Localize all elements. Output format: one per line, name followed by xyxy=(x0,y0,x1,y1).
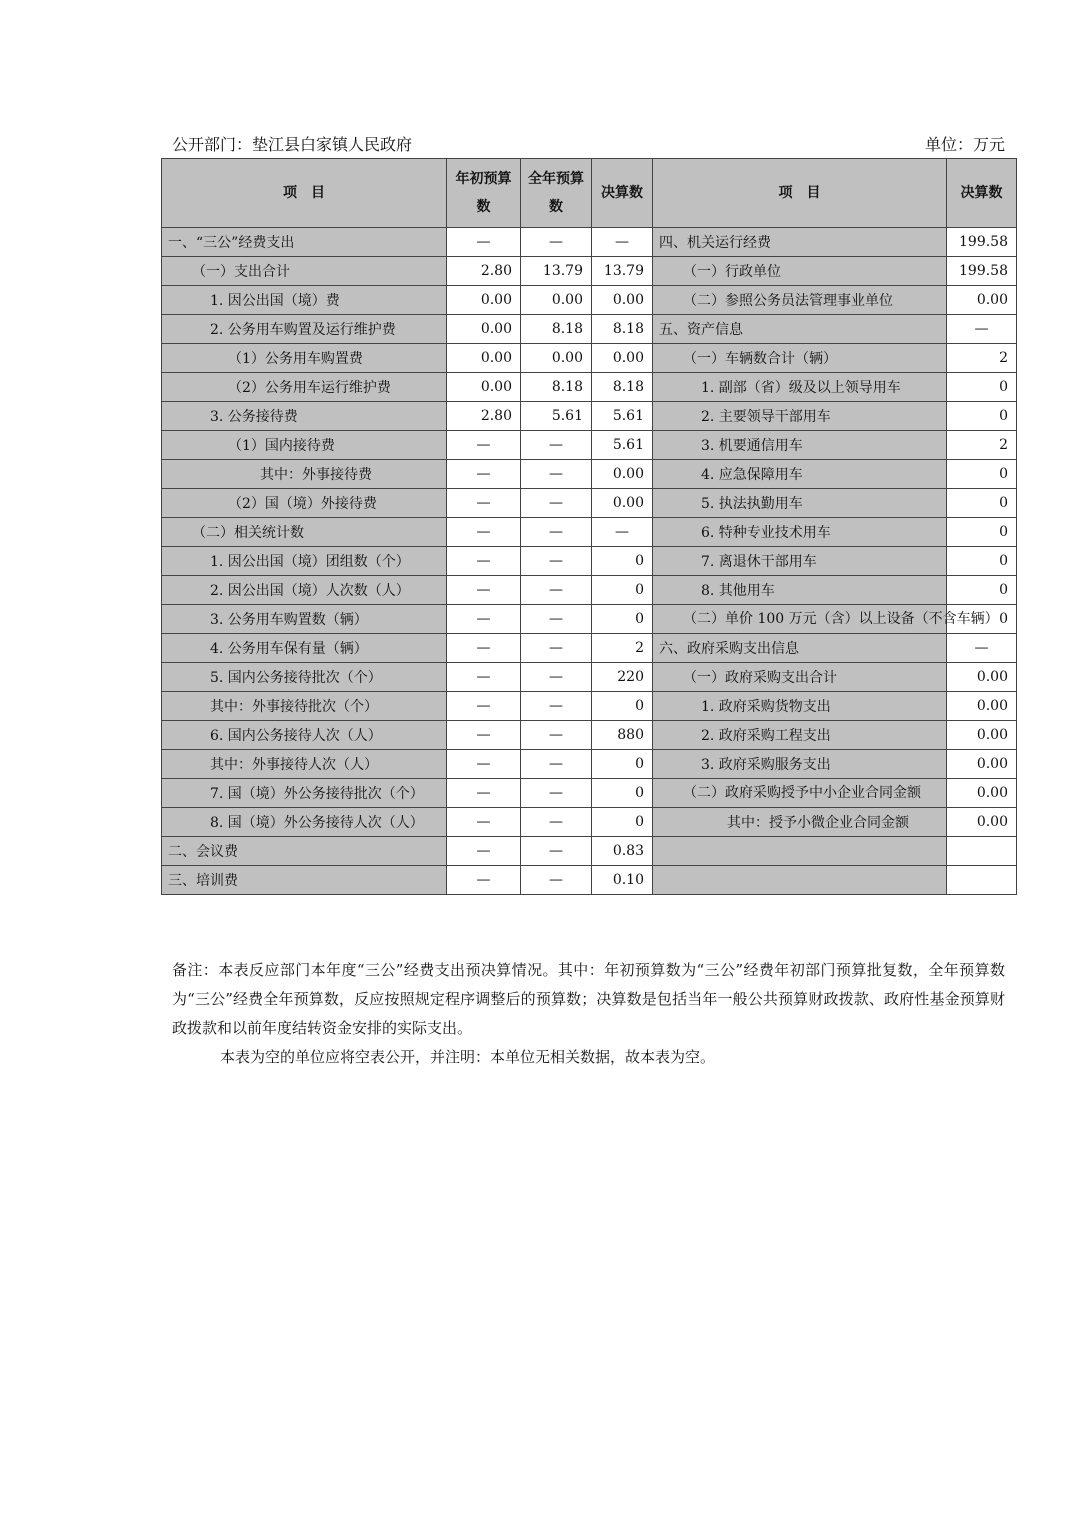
column-header-final-right: 决算数 xyxy=(947,159,1017,228)
final-right-cell xyxy=(947,866,1017,895)
budget-initial-cell: — xyxy=(447,431,521,460)
note-paragraph: 备注：本表反应部门本年度“三公”经费支出预决算情况。其中：年初预算数为“三公”经费年初部门预算批复数，全年预算数为“三公”经费全年预算数，反应按照规定程序调整后的预算数；决算数是包括当年一般公共预算财政拨款、政府性基金预算财政拨款和以前年度结转资金安排的实际支出。 xyxy=(172,961,1005,1037)
table-row xyxy=(162,837,1017,866)
budget-full-cell: 0.00 xyxy=(521,344,592,373)
budget-initial-cell: — xyxy=(447,460,521,489)
budget-full-cell: 13.79 xyxy=(521,257,592,286)
table-row xyxy=(162,866,1017,895)
final-right-cell: 199.58 xyxy=(947,257,1017,286)
row-item-right-label: （一）政府采购支出合计 xyxy=(653,663,947,692)
budget-initial-cell: — xyxy=(447,605,521,634)
final-cell: 13.79 xyxy=(592,257,653,286)
row-item-right-label: （一）行政单位 xyxy=(653,257,947,286)
budget-initial-cell: — xyxy=(447,518,521,547)
budget-full-cell: — xyxy=(521,460,592,489)
final-right-cell: 0.00 xyxy=(947,692,1017,721)
column-header-budget-full: 全年预算数 xyxy=(521,159,592,228)
row-item-right-label: 8. 其他用车 xyxy=(653,576,947,605)
row-item-right-label: 7. 离退休干部用车 xyxy=(653,547,947,576)
budget-initial-cell: — xyxy=(447,837,521,866)
table-row xyxy=(162,518,1017,547)
table-row xyxy=(162,605,1017,634)
budget-full-cell: — xyxy=(521,750,592,779)
table-header-row xyxy=(162,159,1017,228)
row-item-label: 一、“三公”经费支出 xyxy=(162,228,447,257)
row-item-right-label: 五、资产信息 xyxy=(653,315,947,344)
final-cell: 0 xyxy=(592,750,653,779)
row-item-label: 4. 公务用车保有量（辆） xyxy=(162,634,447,663)
budget-full-cell: — xyxy=(521,489,592,518)
budget-full-cell: — xyxy=(521,634,592,663)
final-right-cell xyxy=(947,837,1017,866)
report-header xyxy=(172,132,1005,156)
budget-initial-cell: — xyxy=(447,634,521,663)
table-row xyxy=(162,228,1017,257)
final-right-cell: 0 xyxy=(947,605,1017,634)
row-item-label: 三、培训费 xyxy=(162,866,447,895)
column-header-final: 决算数 xyxy=(592,159,653,228)
final-right-cell: 199.58 xyxy=(947,228,1017,257)
final-right-cell: 0.00 xyxy=(947,663,1017,692)
table-row xyxy=(162,576,1017,605)
final-cell: 0 xyxy=(592,576,653,605)
final-cell: 0.10 xyxy=(592,866,653,895)
budget-initial-cell: — xyxy=(447,228,521,257)
final-right-cell: 2 xyxy=(947,431,1017,460)
table-row xyxy=(162,634,1017,663)
notes xyxy=(172,956,1005,1072)
budget-full-cell: — xyxy=(521,866,592,895)
row-item-right-label: 四、机关运行经费 xyxy=(653,228,947,257)
table-row xyxy=(162,431,1017,460)
table-row xyxy=(162,315,1017,344)
final-right-cell: — xyxy=(947,634,1017,663)
row-item-right-label: 1. 政府采购货物支出 xyxy=(653,692,947,721)
row-item-right-label: （二）单价 100 万元（含）以上设备（不含车辆） xyxy=(653,605,947,634)
budget-initial-cell: — xyxy=(447,663,521,692)
row-item-right-label: 3. 政府采购服务支出 xyxy=(653,750,947,779)
row-item-label: 其中：外事接待人次（人） xyxy=(162,750,447,779)
row-item-label: （2）公务用车运行维护费 xyxy=(162,373,447,402)
row-item-label: （1）公务用车购置费 xyxy=(162,344,447,373)
row-item-right-label: （二）参照公务员法管理事业单位 xyxy=(653,286,947,315)
column-header-item-right: 项 目 xyxy=(653,159,947,228)
final-right-cell: 0.00 xyxy=(947,750,1017,779)
table-row xyxy=(162,808,1017,837)
row-item-right-label: 2. 主要领导干部用车 xyxy=(653,402,947,431)
final-right-cell: — xyxy=(947,315,1017,344)
budget-full-cell: 8.18 xyxy=(521,373,592,402)
budget-full-cell: — xyxy=(521,518,592,547)
row-item-label: 其中：外事接待批次（个） xyxy=(162,692,447,721)
budget-full-cell: 5.61 xyxy=(521,402,592,431)
final-cell: 0.00 xyxy=(592,344,653,373)
budget-full-cell: — xyxy=(521,721,592,750)
row-item-right-label xyxy=(653,837,947,866)
row-item-label: （2）国（境）外接待费 xyxy=(162,489,447,518)
budget-full-cell: — xyxy=(521,663,592,692)
final-right-cell: 0 xyxy=(947,460,1017,489)
final-cell: — xyxy=(592,518,653,547)
three-public-expenses-table xyxy=(161,158,1017,895)
budget-initial-cell: — xyxy=(447,808,521,837)
table-row xyxy=(162,547,1017,576)
budget-full-cell: — xyxy=(521,779,592,808)
unit-label: 单位：万元 xyxy=(924,135,1005,154)
final-cell: 0 xyxy=(592,605,653,634)
row-item-right-label: 5. 执法执勤用车 xyxy=(653,489,947,518)
row-item-right-label: 其中：授予小微企业合同金额 xyxy=(653,808,947,837)
budget-initial-cell: — xyxy=(447,489,521,518)
budget-full-cell: 8.18 xyxy=(521,315,592,344)
final-cell: 0.83 xyxy=(592,837,653,866)
final-cell: 0 xyxy=(592,779,653,808)
budget-initial-cell: — xyxy=(447,721,521,750)
final-right-cell: 0 xyxy=(947,518,1017,547)
row-item-right-label xyxy=(653,866,947,895)
table-row xyxy=(162,692,1017,721)
budget-full-cell: — xyxy=(521,431,592,460)
table-row xyxy=(162,257,1017,286)
budget-full-cell: — xyxy=(521,547,592,576)
budget-initial-cell: 2.80 xyxy=(447,402,521,431)
row-item-label: （1）国内接待费 xyxy=(162,431,447,460)
final-cell: 2 xyxy=(592,634,653,663)
budget-full-cell: 0.00 xyxy=(521,286,592,315)
budget-initial-cell: — xyxy=(447,866,521,895)
budget-initial-cell: — xyxy=(447,547,521,576)
row-item-label: 7. 国（境）外公务接待批次（个） xyxy=(162,779,447,808)
final-right-cell: 0 xyxy=(947,373,1017,402)
table-row xyxy=(162,750,1017,779)
final-cell: 0.00 xyxy=(592,460,653,489)
row-item-label: （一）支出合计 xyxy=(162,257,447,286)
budget-initial-cell: 0.00 xyxy=(447,286,521,315)
final-right-cell: 0 xyxy=(947,547,1017,576)
row-item-right-label: 2. 政府采购工程支出 xyxy=(653,721,947,750)
budget-initial-cell: — xyxy=(447,692,521,721)
row-item-right-label: 3. 机要通信用车 xyxy=(653,431,947,460)
row-item-label: 其中：外事接待费 xyxy=(162,460,447,489)
table-row xyxy=(162,460,1017,489)
final-right-cell: 0 xyxy=(947,576,1017,605)
budget-full-cell: — xyxy=(521,576,592,605)
final-cell: 220 xyxy=(592,663,653,692)
budget-full-cell: — xyxy=(521,605,592,634)
budget-full-cell: — xyxy=(521,808,592,837)
budget-full-cell: — xyxy=(521,228,592,257)
budget-initial-cell: — xyxy=(447,576,521,605)
row-item-label: 3. 公务接待费 xyxy=(162,402,447,431)
table-row xyxy=(162,721,1017,750)
department-label: 公开部门：垫江县白家镇人民政府 xyxy=(172,135,413,154)
budget-full-cell: — xyxy=(521,837,592,866)
final-cell: 0 xyxy=(592,692,653,721)
budget-initial-cell: — xyxy=(447,779,521,808)
row-item-label: 1. 因公出国（境）团组数（个） xyxy=(162,547,447,576)
budget-initial-cell: 0.00 xyxy=(447,315,521,344)
row-item-right-label: 1. 副部（省）级及以上领导用车 xyxy=(653,373,947,402)
table-row xyxy=(162,344,1017,373)
table-row xyxy=(162,402,1017,431)
table-row xyxy=(162,779,1017,808)
final-right-cell: 0.00 xyxy=(947,721,1017,750)
table-row xyxy=(162,286,1017,315)
final-right-cell: 2 xyxy=(947,344,1017,373)
budget-initial-cell: — xyxy=(447,750,521,779)
final-cell: 0 xyxy=(592,547,653,576)
row-item-label: 6. 国内公务接待人次（人） xyxy=(162,721,447,750)
final-cell: 5.61 xyxy=(592,402,653,431)
final-cell: 0 xyxy=(592,808,653,837)
row-item-label: 1. 因公出国（境）费 xyxy=(162,286,447,315)
final-right-cell: 0.00 xyxy=(947,286,1017,315)
final-cell: 5.61 xyxy=(592,431,653,460)
row-item-label: 2. 因公出国（境）人次数（人） xyxy=(162,576,447,605)
table-row xyxy=(162,373,1017,402)
table-body xyxy=(162,228,1017,895)
final-right-cell: 0 xyxy=(947,489,1017,518)
table-row xyxy=(162,489,1017,518)
final-right-cell: 0.00 xyxy=(947,808,1017,837)
row-item-right-label: 六、政府采购支出信息 xyxy=(653,634,947,663)
row-item-label: 3. 公务用车购置数（辆） xyxy=(162,605,447,634)
budget-initial-cell: 2.80 xyxy=(447,257,521,286)
budget-initial-cell: 0.00 xyxy=(447,344,521,373)
row-item-right-label: 4. 应急保障用车 xyxy=(653,460,947,489)
row-item-right-label: （二）政府采购授予中小企业合同金额 xyxy=(653,779,947,808)
final-right-cell: 0.00 xyxy=(947,779,1017,808)
final-cell: 0.00 xyxy=(592,489,653,518)
column-header-budget-initial: 年初预算数 xyxy=(447,159,521,228)
final-cell: — xyxy=(592,228,653,257)
table-row xyxy=(162,663,1017,692)
final-cell: 8.18 xyxy=(592,315,653,344)
final-cell: 880 xyxy=(592,721,653,750)
budget-full-cell: — xyxy=(521,692,592,721)
row-item-label: 2. 公务用车购置及运行维护费 xyxy=(162,315,447,344)
row-item-label: （二）相关统计数 xyxy=(162,518,447,547)
final-right-cell: 0 xyxy=(947,402,1017,431)
final-cell: 0.00 xyxy=(592,286,653,315)
row-item-label: 5. 国内公务接待批次（个） xyxy=(162,663,447,692)
row-item-label: 8. 国（境）外公务接待人次（人） xyxy=(162,808,447,837)
row-item-right-label: 6. 特种专业技术用车 xyxy=(653,518,947,547)
row-item-right-label: （一）车辆数合计（辆） xyxy=(653,344,947,373)
column-header-item: 项 目 xyxy=(162,159,447,228)
final-cell: 8.18 xyxy=(592,373,653,402)
note-paragraph-empty-table: 本表为空的单位应将空表公开，并注明：本单位无相关数据，故本表为空。 xyxy=(220,1048,716,1066)
budget-initial-cell: 0.00 xyxy=(447,373,521,402)
row-item-label: 二、会议费 xyxy=(162,837,447,866)
